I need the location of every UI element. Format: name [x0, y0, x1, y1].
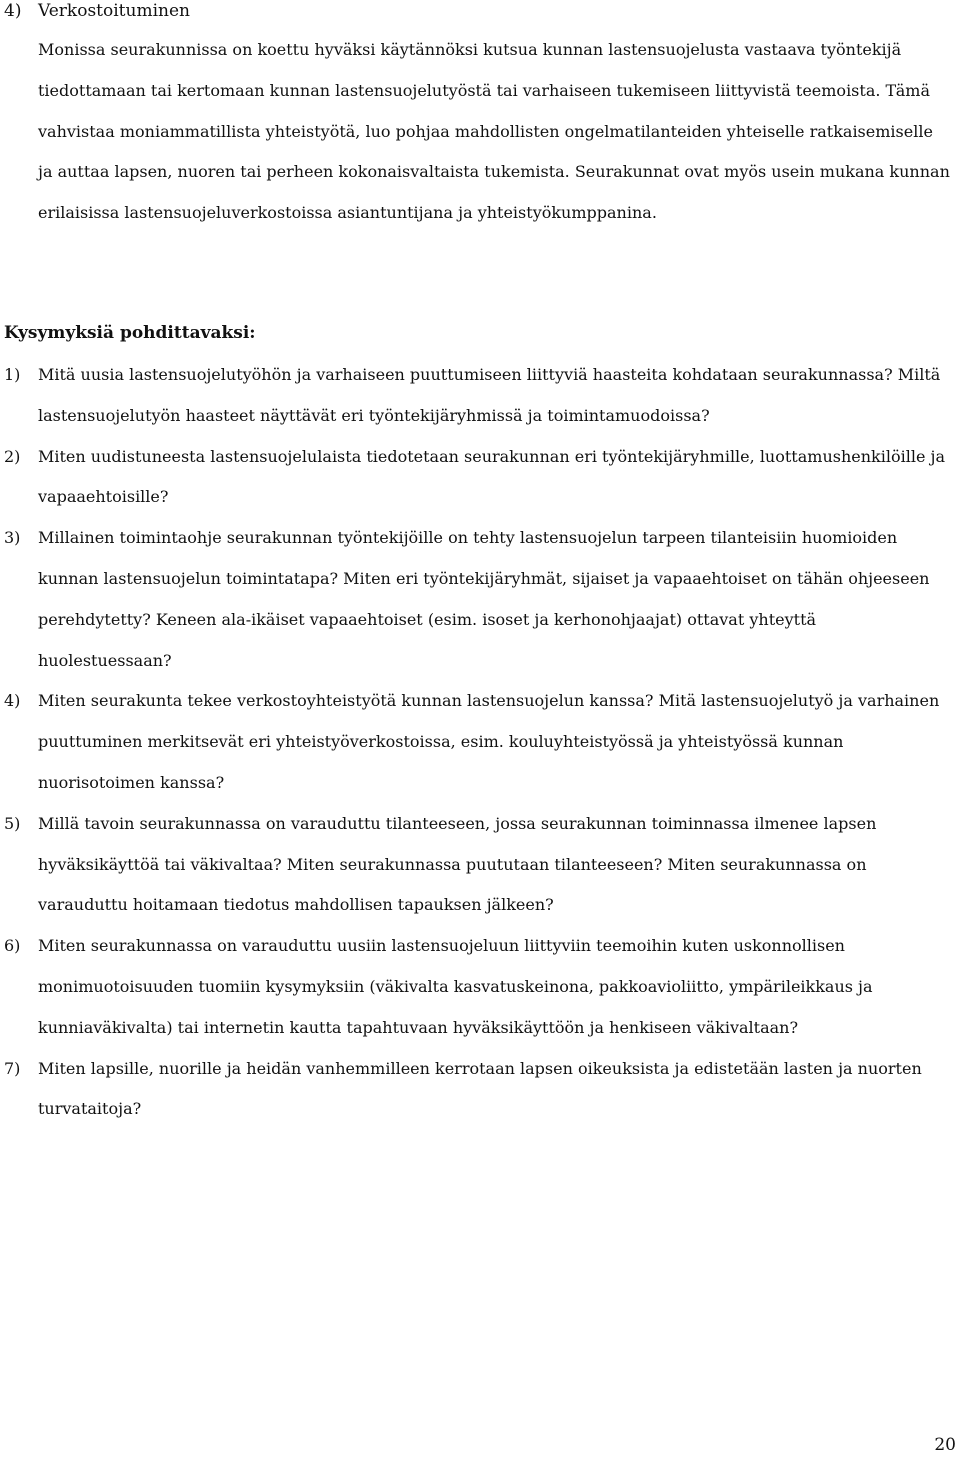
question-item-2	[4, 437, 954, 519]
question-item-7	[4, 1049, 954, 1131]
question-text: Millainen toimintaohje seurakunnan työntekijöille on tehty lastensuojelun tarpeen tilanteisiin huomioiden kunnan lastensuojelun toimintatapa? Miten eri työntekijäryhmät, sijaiset ja vapaaehtoiset on tähän ohjeeseen perehdytetty? Keneen ala-ikäiset vapaaehtoiset (esim. isoset ja kerhonohjaajat) ottavat yhteyttä huolestuessaan?	[38, 528, 930, 670]
section-heading	[4, 0, 190, 22]
questions-list	[4, 355, 954, 1130]
question-number: 7)	[4, 1058, 21, 1078]
question-number: 2)	[4, 446, 21, 466]
question-number: 3)	[4, 528, 21, 548]
question-item-3	[4, 518, 954, 681]
question-number: 1)	[4, 365, 21, 384]
question-number: 4)	[4, 691, 21, 711]
question-item-5	[4, 804, 954, 926]
question-text: Mitä uusia lastensuojelutyöhön ja varhaiseen puuttumiseen liittyviä haasteita kohdataan seurakunnassa? Miltä lastensuojelutyön haasteet näyttävät eri työntekijäryhmissä ja toimintamuodoissa?	[38, 365, 941, 425]
questions-heading: Kysymyksiä pohdittavaksi:	[4, 323, 256, 343]
question-text: Miten seurakunta tekee verkostoyhteistyötä kunnan lastensuojelun kanssa? Mitä lastensuojelutyö ja varhainen puuttuminen merkitsevät eri yhteistyöverkostoissa, esim. kouluyhteistyössä ja yhteistyössä kunnan nuorisotoimen kanssa?	[38, 691, 940, 792]
question-text: Miten seurakunnassa on varauduttu uusiin lastensuojeluun liittyviin teemoihin kuten uskonnollisen monimuotoisuuden tuomiin kysymyksiin (väkivalta kasvatuskeinona, pakkoavioliitto, ympärileikkaus ja kunniaväkivalta) tai internetin kautta tapahtuvaan hyväksikäyttöön ja henkiseen väkivaltaan?	[38, 936, 873, 1037]
question-item-4	[4, 681, 954, 803]
question-number: 6)	[4, 936, 21, 956]
section-paragraph: Monissa seurakunnissa on koettu hyväksi käytännöksi kutsua kunnan lastensuojelusta vastaava työntekijä tiedottamaan tai kertomaan kunnan lastensuojelutyöstä tai varhaiseen tukemiseen liittyvistä teemoista. Tämä vahvistaa moniammatillista yhteistyötä, luo pohjaa mahdollisten ongelmatilanteiden yhteiselle ratkaisemiselle ja auttaa lapsen, nuoren tai perheen kokonaisvaltaista tukemista. Seurakunnat ovat myös usein mukana kunnan erilaisissa lastensuojeluverkostoissa asiantuntijana ja yhteistyökumppanina.	[38, 40, 950, 223]
section-number: 4)	[4, 1, 22, 21]
question-text: Miten uudistuneesta lastensuojelulaista tiedotetaan seurakunnan eri työntekijäryhmille, luottamushenkilöille ja vapaaehtoisille?	[38, 446, 945, 507]
page-number: 20	[934, 1435, 956, 1455]
question-number: 5)	[4, 813, 21, 833]
question-item-1	[4, 355, 954, 437]
question-text: Millä tavoin seurakunnassa on varauduttu tilanteeseen, jossa seurakunnan toiminnassa ilmenee lapsen hyväksikäyttöä tai väkivaltaa? Miten seurakunnassa puututaan tilanteeseen? Miten seurakunnassa on varauduttu hoitamaan tiedotus mahdollisen tapauksen jälkeen?	[38, 813, 877, 915]
section-title: Verkostoituminen	[38, 1, 190, 21]
question-text: Miten lapsille, nuorille ja heidän vanhemmilleen kerrotaan lapsen oikeuksista ja edistetään lasten ja nuorten turvataitoja?	[38, 1058, 922, 1119]
question-item-6	[4, 926, 954, 1048]
